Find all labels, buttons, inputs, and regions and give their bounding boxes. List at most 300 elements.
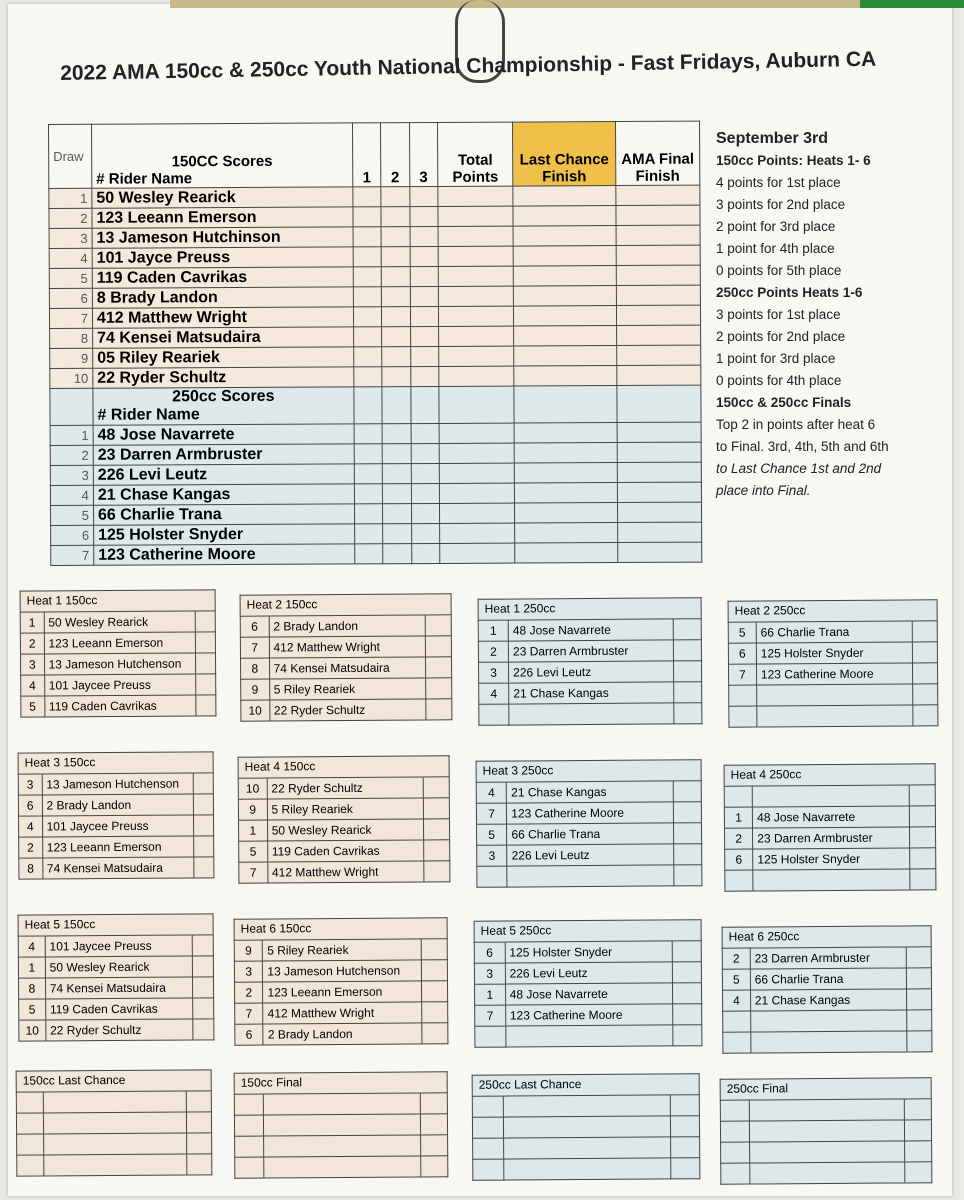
score-cell[interactable] bbox=[383, 544, 411, 564]
heat-result-cell[interactable] bbox=[673, 962, 702, 983]
heat-row bbox=[724, 785, 935, 807]
heat-rider-name bbox=[43, 1091, 186, 1113]
score-cell[interactable] bbox=[411, 503, 439, 523]
heat-row bbox=[240, 615, 451, 637]
heat-rider-name bbox=[751, 1031, 907, 1053]
score-cell[interactable] bbox=[617, 522, 701, 542]
heat-box bbox=[18, 751, 215, 879]
points-150-rule: 2 point for 3rd place bbox=[716, 219, 836, 234]
heat-result-cell[interactable] bbox=[194, 815, 214, 836]
heat-rider-name bbox=[756, 684, 912, 706]
score-cell[interactable] bbox=[354, 444, 382, 464]
score-cell[interactable] bbox=[438, 266, 513, 286]
points-250-rule: 1 point for 3rd place bbox=[716, 351, 836, 366]
draw-number: 6 bbox=[49, 288, 92, 308]
heat-result-cell[interactable] bbox=[421, 960, 447, 981]
score-cell[interactable] bbox=[514, 306, 617, 327]
heat-rider-name: 101 Jaycee Preuss bbox=[42, 815, 194, 837]
heat-title: Heat 1 150cc bbox=[20, 589, 216, 611]
score-cell[interactable] bbox=[353, 207, 381, 227]
score-cell[interactable] bbox=[438, 226, 513, 246]
heat-rider-name: 119 Caden Cavrikas bbox=[45, 998, 193, 1020]
score-cell[interactable] bbox=[440, 523, 515, 543]
score-cell[interactable] bbox=[439, 423, 514, 443]
rider-name: 412 Matthew Wright bbox=[92, 307, 353, 328]
score-cell[interactable] bbox=[381, 207, 409, 227]
heat-row bbox=[235, 1156, 448, 1178]
points-250-rule: 3 points for 1st place bbox=[716, 307, 841, 322]
heat-rider-name: 22 Ryder Schultz bbox=[269, 699, 426, 721]
score-cell[interactable] bbox=[616, 305, 700, 325]
score-cell[interactable] bbox=[616, 185, 700, 205]
score-cell[interactable] bbox=[514, 443, 617, 464]
score-cell[interactable] bbox=[438, 246, 513, 266]
heat-draw-number bbox=[235, 1136, 264, 1157]
heat-row bbox=[21, 674, 216, 696]
score-cell[interactable] bbox=[617, 345, 701, 365]
score-cell[interactable] bbox=[514, 423, 617, 444]
heat-col-1: 1 bbox=[352, 123, 381, 187]
score-cell[interactable] bbox=[514, 326, 617, 347]
heat-result-cell[interactable] bbox=[187, 1154, 212, 1175]
heat-result-cell[interactable] bbox=[912, 684, 938, 705]
score-cell[interactable] bbox=[353, 247, 381, 267]
heat-result-cell[interactable] bbox=[906, 968, 932, 989]
score-cell[interactable] bbox=[411, 443, 439, 463]
score-cell[interactable] bbox=[411, 483, 439, 503]
heat-result-cell[interactable] bbox=[423, 798, 449, 819]
heat-rider-name: 13 Jameson Hutchenson bbox=[263, 960, 421, 982]
heat-box bbox=[478, 597, 703, 726]
heat-result-cell[interactable] bbox=[673, 844, 701, 865]
heat-row bbox=[723, 989, 932, 1011]
draw-number: 8 bbox=[50, 328, 93, 348]
heat-result-cell[interactable] bbox=[905, 1162, 932, 1183]
score-cell[interactable] bbox=[383, 484, 411, 504]
heat-result-cell[interactable] bbox=[192, 956, 213, 977]
heat-draw-number: 4 bbox=[21, 675, 45, 696]
heat-box bbox=[720, 1077, 933, 1184]
score-cell[interactable] bbox=[353, 267, 381, 287]
score-cell[interactable] bbox=[381, 267, 409, 287]
heat-row bbox=[729, 705, 938, 727]
heat-result-cell[interactable] bbox=[912, 705, 938, 726]
score-cell[interactable] bbox=[515, 523, 618, 544]
heat-result-cell[interactable] bbox=[674, 682, 702, 703]
heat-rider-name: 123 Leeann Emerson bbox=[42, 836, 194, 858]
heat-rider-name: 23 Darren Armbruster bbox=[508, 640, 673, 662]
heat-result-cell[interactable] bbox=[193, 977, 214, 998]
score-cell[interactable] bbox=[382, 444, 410, 464]
score-cell[interactable] bbox=[354, 524, 382, 544]
score-cell[interactable] bbox=[409, 186, 437, 206]
heat-result-cell[interactable] bbox=[425, 615, 451, 636]
heat-draw-number: 1 bbox=[724, 807, 752, 828]
score-cell[interactable] bbox=[382, 327, 410, 347]
heat-draw-number: 2 bbox=[20, 633, 44, 654]
score-cell[interactable] bbox=[616, 225, 700, 245]
heat-row bbox=[472, 1116, 699, 1139]
heat-draw-number: 6 bbox=[725, 849, 753, 870]
heat-rider-name: 50 Wesley Rearick bbox=[45, 956, 193, 978]
heat-rider-name bbox=[263, 1135, 421, 1157]
score-cell[interactable] bbox=[410, 206, 438, 226]
heat-result-cell[interactable] bbox=[673, 619, 701, 640]
rider-name: 05 Riley Reariek bbox=[93, 347, 354, 368]
heat-result-cell[interactable] bbox=[194, 857, 214, 878]
points-150-rule: 0 points for 5th place bbox=[716, 263, 842, 278]
score-cell[interactable] bbox=[353, 327, 381, 347]
heat-box bbox=[476, 759, 703, 888]
score-cell[interactable] bbox=[383, 504, 411, 524]
heat-rider-name: 123 Catherine Moore bbox=[507, 802, 674, 824]
heat-row bbox=[235, 1002, 448, 1024]
score-cell[interactable] bbox=[514, 366, 617, 387]
heat-result-cell[interactable] bbox=[909, 785, 935, 806]
score-cell[interactable] bbox=[513, 206, 616, 227]
heat-result-cell[interactable] bbox=[673, 941, 702, 962]
heat-result-cell[interactable] bbox=[426, 636, 452, 657]
heat-row bbox=[475, 1004, 702, 1027]
score-cell[interactable] bbox=[616, 245, 700, 265]
heat-row bbox=[16, 1091, 211, 1113]
heat-result-cell[interactable] bbox=[671, 1095, 700, 1116]
score-cell[interactable] bbox=[354, 484, 382, 504]
rider-name: 22 Ryder Schultz bbox=[93, 367, 354, 388]
heat-row bbox=[721, 1141, 932, 1163]
points-150-rule: 1 point for 4th place bbox=[716, 241, 835, 256]
score-cell[interactable] bbox=[382, 287, 410, 307]
heat-result-cell[interactable] bbox=[193, 1019, 214, 1040]
score-cell[interactable] bbox=[513, 246, 616, 267]
heat-result-cell[interactable] bbox=[912, 663, 938, 684]
heat-draw-number: 9 bbox=[241, 679, 270, 700]
score-cell[interactable] bbox=[382, 367, 410, 387]
score-cell[interactable] bbox=[440, 543, 515, 563]
heat-rider-name: 23 Darren Armbruster bbox=[750, 947, 906, 969]
heat-result-cell[interactable] bbox=[906, 989, 932, 1010]
rider-name: 8 Brady Landon bbox=[92, 287, 353, 308]
heat-draw-number: 5 bbox=[19, 999, 46, 1020]
heat-title: Heat 4 150cc bbox=[238, 755, 450, 777]
heat-row bbox=[19, 815, 214, 837]
heat-rider-name: 123 Leeann Emerson bbox=[263, 981, 421, 1003]
heat-draw-number: 3 bbox=[18, 774, 42, 795]
score-cell[interactable] bbox=[439, 483, 514, 503]
heat-col-2: 2 bbox=[381, 123, 410, 187]
score-cell[interactable] bbox=[439, 366, 514, 386]
heat-draw-number bbox=[725, 870, 753, 891]
score-cell[interactable] bbox=[411, 523, 439, 543]
heat-rider-name: 13 Jameson Hutchenson bbox=[42, 773, 194, 795]
draw-number: 7 bbox=[51, 545, 94, 565]
rider-name: 123 Leeann Emerson bbox=[92, 207, 353, 228]
heat-result-cell[interactable] bbox=[674, 703, 702, 724]
heat-row bbox=[477, 844, 702, 867]
score-cell[interactable] bbox=[354, 367, 382, 387]
heat-result-cell[interactable] bbox=[912, 642, 938, 663]
heat-result-cell[interactable] bbox=[421, 1135, 448, 1156]
heat-row bbox=[724, 806, 935, 828]
score-cell[interactable] bbox=[618, 542, 702, 562]
heat-draw-number: 7 bbox=[476, 803, 506, 824]
heat-result-cell[interactable] bbox=[421, 981, 447, 1002]
score-cell[interactable] bbox=[438, 206, 513, 226]
rider-name: 48 Jose Navarrete bbox=[93, 424, 354, 445]
score-cell[interactable] bbox=[617, 502, 701, 522]
heat-draw-number: 3 bbox=[479, 662, 509, 683]
heat-draw-number: 5 bbox=[477, 824, 507, 845]
heat-result-cell[interactable] bbox=[909, 806, 935, 827]
score-cell[interactable] bbox=[411, 423, 439, 443]
heat-result-cell[interactable] bbox=[910, 869, 936, 890]
heat-rider-name bbox=[507, 865, 674, 887]
heat-result-cell[interactable] bbox=[196, 695, 216, 716]
heat-rider-name bbox=[503, 1158, 671, 1180]
score-cell[interactable] bbox=[514, 346, 617, 367]
score-cell[interactable] bbox=[515, 543, 618, 564]
heat-result-cell[interactable] bbox=[906, 1010, 932, 1031]
score-cell[interactable] bbox=[616, 285, 700, 305]
heat-box bbox=[234, 917, 449, 1045]
heat-result-cell[interactable] bbox=[671, 1116, 700, 1137]
heat-result-cell[interactable] bbox=[674, 865, 702, 886]
heat-result-cell[interactable] bbox=[196, 653, 216, 674]
section-150-header: 150CC Scores bbox=[171, 152, 273, 171]
heat-draw-number: 5 bbox=[21, 696, 45, 717]
score-cell[interactable] bbox=[382, 307, 410, 327]
score-cell[interactable] bbox=[383, 524, 411, 544]
score-cell[interactable] bbox=[382, 464, 410, 484]
heat-draw-number: 7 bbox=[239, 862, 268, 883]
score-cell[interactable] bbox=[410, 326, 438, 346]
heat-draw-number bbox=[721, 1163, 750, 1184]
heat-row bbox=[241, 699, 452, 721]
heat-result-cell[interactable] bbox=[421, 1002, 447, 1023]
heat-result-cell[interactable] bbox=[910, 827, 936, 848]
score-cell[interactable] bbox=[514, 286, 617, 307]
score-cell[interactable] bbox=[514, 266, 617, 287]
heat-result-cell[interactable] bbox=[194, 794, 214, 815]
heat-draw-number: 6 bbox=[235, 1024, 264, 1045]
score-cell[interactable] bbox=[617, 462, 701, 482]
score-cell[interactable] bbox=[354, 504, 382, 524]
score-cell[interactable] bbox=[353, 187, 381, 207]
heat-result-cell[interactable] bbox=[186, 1091, 211, 1112]
heat-result-cell[interactable] bbox=[905, 1099, 932, 1120]
heat-title: Heat 6 150cc bbox=[234, 917, 448, 939]
score-cell[interactable] bbox=[382, 347, 410, 367]
heat-title: Heat 5 150cc bbox=[18, 913, 214, 935]
score-cell[interactable] bbox=[513, 186, 616, 207]
heat-result-cell[interactable] bbox=[421, 1156, 448, 1177]
heat-result-cell[interactable] bbox=[423, 777, 449, 798]
total-points-header: Total Points bbox=[437, 122, 513, 186]
heat-result-cell[interactable] bbox=[912, 621, 938, 642]
heat-draw-number: 5 bbox=[722, 969, 750, 990]
heat-result-cell[interactable] bbox=[426, 657, 452, 678]
heat-result-cell[interactable] bbox=[192, 935, 213, 956]
heat-draw-number bbox=[477, 866, 507, 887]
heat-result-cell[interactable] bbox=[193, 998, 214, 1019]
score-cell[interactable] bbox=[353, 227, 381, 247]
heat-row bbox=[20, 611, 215, 633]
score-cell[interactable] bbox=[410, 366, 438, 386]
heat-result-cell[interactable] bbox=[421, 1114, 448, 1135]
heat-draw-number: 4 bbox=[723, 990, 751, 1011]
heat-row bbox=[17, 1133, 212, 1155]
score-cell[interactable] bbox=[411, 543, 439, 563]
heat-result-cell[interactable] bbox=[673, 823, 701, 844]
score-cell[interactable] bbox=[381, 187, 409, 207]
heat-row bbox=[729, 684, 938, 706]
score-cell[interactable] bbox=[438, 186, 513, 206]
score-cell[interactable] bbox=[354, 464, 382, 484]
heat-result-cell[interactable] bbox=[186, 1133, 211, 1154]
heat-rider-name: 74 Kensei Matsudaira bbox=[45, 977, 193, 999]
heat-result-cell[interactable] bbox=[673, 1004, 702, 1025]
heat-result-cell[interactable] bbox=[196, 611, 216, 632]
score-cell[interactable] bbox=[438, 286, 513, 306]
heat-row bbox=[475, 1025, 702, 1048]
heat-result-cell[interactable] bbox=[424, 840, 450, 861]
heat-draw-number: 4 bbox=[18, 936, 45, 957]
heat-rider-name bbox=[750, 1010, 906, 1032]
heat-result-cell[interactable] bbox=[910, 848, 936, 869]
heat-result-cell[interactable] bbox=[186, 1112, 211, 1133]
heat-draw-number: 5 bbox=[728, 622, 756, 643]
score-cell[interactable] bbox=[617, 442, 701, 462]
score-cell[interactable] bbox=[439, 463, 514, 483]
heat-result-cell[interactable] bbox=[426, 678, 452, 699]
score-cell[interactable] bbox=[382, 424, 410, 444]
heat-result-cell[interactable] bbox=[422, 1023, 448, 1044]
heat-row bbox=[241, 678, 452, 700]
heat-result-cell[interactable] bbox=[905, 1141, 932, 1162]
rider-name: 50 Wesley Rearick bbox=[92, 187, 353, 208]
heat-row bbox=[476, 802, 701, 825]
score-cell[interactable] bbox=[410, 346, 438, 366]
score-cell[interactable] bbox=[439, 503, 514, 523]
heat-result-cell[interactable] bbox=[671, 1137, 700, 1158]
rider-name: 13 Jameson Hutchinson bbox=[92, 227, 353, 248]
heat-result-cell[interactable] bbox=[673, 1025, 702, 1046]
heat-result-cell[interactable] bbox=[194, 773, 214, 794]
rules-panel bbox=[716, 128, 952, 502]
score-cell[interactable] bbox=[617, 365, 701, 385]
heat-rider-name bbox=[753, 869, 910, 891]
heat-rider-name bbox=[43, 1112, 186, 1134]
heat-result-cell[interactable] bbox=[424, 861, 450, 882]
heat-result-cell[interactable] bbox=[196, 674, 216, 695]
score-cell[interactable] bbox=[410, 226, 438, 246]
score-cell[interactable] bbox=[515, 463, 618, 484]
score-cell[interactable] bbox=[617, 482, 701, 502]
heat-rider-name: 48 Jose Navarrete bbox=[753, 806, 910, 828]
heat-draw-number bbox=[723, 1032, 751, 1053]
heat-box bbox=[240, 593, 453, 721]
heat-result-cell[interactable] bbox=[194, 836, 214, 857]
heat-result-cell[interactable] bbox=[906, 947, 932, 968]
score-cell[interactable] bbox=[616, 205, 700, 225]
score-cell[interactable] bbox=[439, 443, 514, 463]
heat-result-cell[interactable] bbox=[424, 819, 450, 840]
heat-row bbox=[241, 657, 452, 679]
draw-number: 3 bbox=[49, 228, 92, 248]
heat-result-cell[interactable] bbox=[421, 939, 447, 960]
score-cell[interactable] bbox=[381, 227, 409, 247]
score-cell[interactable] bbox=[354, 424, 382, 444]
last-chance-header: Last Chance Finish bbox=[513, 122, 616, 187]
heat-rider-name: 66 Charlie Trana bbox=[507, 823, 674, 845]
heat-row bbox=[234, 1114, 447, 1136]
score-cell[interactable] bbox=[515, 483, 618, 504]
heat-rider-name: 66 Charlie Trana bbox=[750, 968, 906, 990]
score-cell[interactable] bbox=[617, 422, 701, 442]
heat-draw-number: 2 bbox=[235, 982, 264, 1003]
score-cell[interactable] bbox=[353, 307, 381, 327]
heat-rider-name: 125 Holster Snyder bbox=[505, 941, 673, 963]
heat-result-cell[interactable] bbox=[196, 632, 216, 653]
heat-draw-number: 9 bbox=[234, 940, 263, 961]
heat-row bbox=[722, 947, 931, 969]
heat-result-cell[interactable] bbox=[671, 1158, 700, 1179]
score-cell[interactable] bbox=[410, 266, 438, 286]
clipboard-edge bbox=[170, 0, 964, 8]
score-cell[interactable] bbox=[515, 503, 618, 524]
score-cell[interactable] bbox=[616, 265, 700, 285]
score-cell[interactable] bbox=[438, 306, 513, 326]
points-150-rule: 3 points for 2nd place bbox=[716, 197, 846, 212]
score-cell[interactable] bbox=[411, 463, 439, 483]
heat-rider-name: 125 Holster Snyder bbox=[756, 642, 912, 664]
score-cell[interactable] bbox=[410, 306, 438, 326]
ama-final-header: AMA Final Finish bbox=[615, 121, 699, 185]
score-cell[interactable] bbox=[353, 287, 381, 307]
heat-result-cell[interactable] bbox=[905, 1120, 932, 1141]
score-cell[interactable] bbox=[439, 346, 514, 366]
heat-result-cell[interactable] bbox=[673, 781, 701, 802]
heat-title: Heat 2 150cc bbox=[240, 593, 452, 615]
heat-draw-number: 7 bbox=[235, 1003, 264, 1024]
heat-row bbox=[473, 1137, 700, 1160]
heat-result-cell[interactable] bbox=[426, 699, 452, 720]
score-cell[interactable] bbox=[355, 544, 383, 564]
heat-draw-number: 4 bbox=[476, 782, 506, 803]
heat-rider-name bbox=[503, 1095, 671, 1117]
heat-rider-name bbox=[752, 785, 909, 807]
heat-result-cell[interactable] bbox=[906, 1031, 932, 1052]
score-cell[interactable] bbox=[410, 286, 438, 306]
heat-draw-number bbox=[235, 1157, 264, 1178]
score-cell[interactable] bbox=[616, 325, 700, 345]
heat-rider-name: 412 Matthew Wright bbox=[263, 1002, 421, 1024]
score-cell[interactable] bbox=[381, 247, 409, 267]
clipboard-edge-green bbox=[860, 0, 964, 8]
heat-result-cell[interactable] bbox=[673, 640, 701, 661]
section-250-header: 250cc Scores bbox=[172, 387, 275, 406]
heat-result-cell[interactable] bbox=[673, 661, 701, 682]
score-cell[interactable] bbox=[353, 347, 381, 367]
heat-draw-number: 4 bbox=[479, 683, 509, 704]
score-cell[interactable] bbox=[439, 326, 514, 346]
score-cell[interactable] bbox=[513, 226, 616, 247]
score-cell[interactable] bbox=[410, 246, 438, 266]
heat-result-cell[interactable] bbox=[673, 983, 702, 1004]
heat-rider-name: 119 Caden Cavrikas bbox=[267, 840, 424, 862]
heat-result-cell[interactable] bbox=[420, 1093, 447, 1114]
heat-result-cell[interactable] bbox=[673, 802, 701, 823]
